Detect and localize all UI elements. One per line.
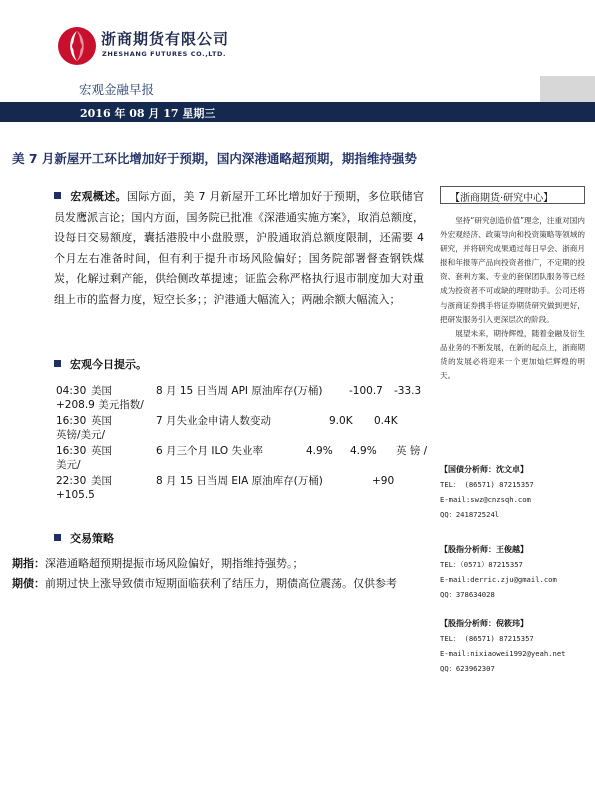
calendar-value-2: 0.4K [374,415,398,427]
intro-paragraph: 展望未来，期待辉煌，随着金融及衍生品业务的不断发展，在新的起点上，浙商期货的发展必将迎来一个更加灿烂辉煌的明天。 [440,328,585,381]
calendar-row [56,384,432,398]
research-center-intro [440,214,585,383]
calendar-value-3: 英 镑 / [396,445,428,457]
strategy-item [12,554,422,574]
analyst-card [440,463,590,522]
analyst-name: 【股指分析师：倪筱玮】 [440,619,528,628]
calendar-event: 8 月 15 日当周 API 原油库存(万桶) [156,385,323,397]
analyst-card [440,617,590,676]
company-name-en: ZHESHANG FUTURES CO.,LTD. [102,50,227,58]
analyst-qq: QQ：623962307 [440,664,495,673]
calendar-event: 7 月失业金申请人数变动 [156,415,272,427]
calendar-entry [56,414,432,442]
calendar-tail: 美元/ [56,459,81,471]
analyst-card [440,543,590,602]
analyst-name: 【股指分析师：王俊越】 [440,545,528,554]
calendar-entry [56,444,432,472]
strategy-item-label: 期指： [12,557,45,570]
calendar-row [56,414,432,428]
strategy-item-text: 前期过快上涨导致债市短期面临获利了结压力，期债高位震荡。仅供参考 [45,577,397,590]
calendar-value-1: 4.9% [306,445,333,457]
strategy-item-text: 深港通略超预期提振市场风险偏好，期指维持强势。； [45,557,304,570]
calendar-region: 美国 [91,475,112,487]
analyst-tel: TEL： (86571) 87215357 [440,634,534,643]
calendar-event: 6 月三个月 ILO 失业率 [156,445,264,457]
calendar-time: 22:30 [56,475,87,487]
calendar-value-1: +90 [372,475,395,487]
report-type: 宏观金融早报 [79,82,155,97]
calendar-entry [56,384,432,412]
report-date: 2016 年 08 月 17 星期三 [80,107,216,120]
calendar-region: 美国 [91,385,112,397]
overview-label: 宏观概述。 [70,190,127,203]
headline: 美 7 月新屋开工环比增加好于预期，国内深港通略超预期，期指维持强势 [12,151,417,166]
calendar-value-1: -100.7 [349,385,383,397]
intro-paragraph: 坚持“研究创造价值”理念，注重对国内外宏观经济、政策导向和投资策略等领域的研究，并将研究成果通过每日早会、浙商月报和年报等产品向投资者推广，不定期的投资、套利方案、专业的套保团队服务等已经成为投资者不可或缺的理财助手。公司还将与浙商证券携手将证券期货研究做到更好，把研发服务引入更深层次的阶段。 [440,216,585,324]
analyst-qq: QQ：241872524l [440,510,500,519]
calendar-region: 英国 [91,415,112,427]
calendar-row [56,444,432,458]
calendar-region: 英国 [91,445,112,457]
calendar-time: 16:30 [56,415,87,427]
analyst-tel: TEL： (86571) 87215357 [440,480,534,489]
calendar-time: 16:30 [56,445,87,457]
overview-bullet-icon [54,192,61,199]
strategy-list [12,554,422,594]
calendar-tail: +105.5 [56,489,95,501]
strategy-bullet-icon [54,534,61,541]
analyst-tel: TEL：（0571）87215357 [440,560,523,569]
company-logo-icon [57,26,97,66]
company-name-cn: 浙商期货有限公司 [101,30,230,48]
analyst-email[interactable]: E-mail:swz@cnzsqh.com [440,495,531,504]
calendar-time: 04:30 [56,385,87,397]
calendar-tail: 英镑/美元/ [56,429,106,441]
calendar-row [56,474,432,488]
calendar-heading [54,356,147,372]
calendar-value-1: 9.0K [329,415,353,427]
overview-paragraph [54,187,424,311]
analyst-email[interactable]: E-mail:derric.zju@gmail.com [440,575,557,584]
calendar-list [56,384,432,504]
overview-text: 国际方面，美 7 月新屋开工环比增加好于预期，多位联储官员发鹰派言论；国内方面，国务院已批准《深港通实施方案》，取消总额度，设每日交易额度，囊括港股中小盘股票，沪股通取消总额度限制，还需要 4 个月左右准备时间，但有利于提升市场风险偏好；国务院部署督查钢铁煤炭，化解过剩产能，供给侧改革提速；证监会称严格执行退市制度加大对重组上市的监督力度，短空长多；；沪港通大幅流入；两融余额大幅流入； [54,190,424,306]
strategy-item-label: 期债： [12,577,45,590]
analyst-email[interactable]: E-mail:nixiaowei1992@yeah.net [440,649,566,658]
calendar-entry [56,474,432,502]
calendar-value-2: -33.3 [394,385,422,397]
strategy-heading-text: 交易策略 [70,532,114,545]
header-grey-block [540,76,595,102]
research-center-title: 【浙商期货·研究中心】 [450,193,554,204]
analyst-name: 【国债分析师：沈文卓】 [440,465,528,474]
analyst-qq: QQ：378634028 [440,590,495,599]
calendar-bullet-icon [54,360,61,367]
calendar-tail: +208.9 美元指数/ [56,399,144,411]
calendar-value-2: 4.9% [350,445,377,457]
strategy-item [12,574,422,594]
calendar-heading-text: 宏观今日提示。 [70,358,147,371]
calendar-event: 8 月 15 日当周 EIA 原油库存(万桶) [156,475,323,487]
strategy-heading [54,530,114,546]
